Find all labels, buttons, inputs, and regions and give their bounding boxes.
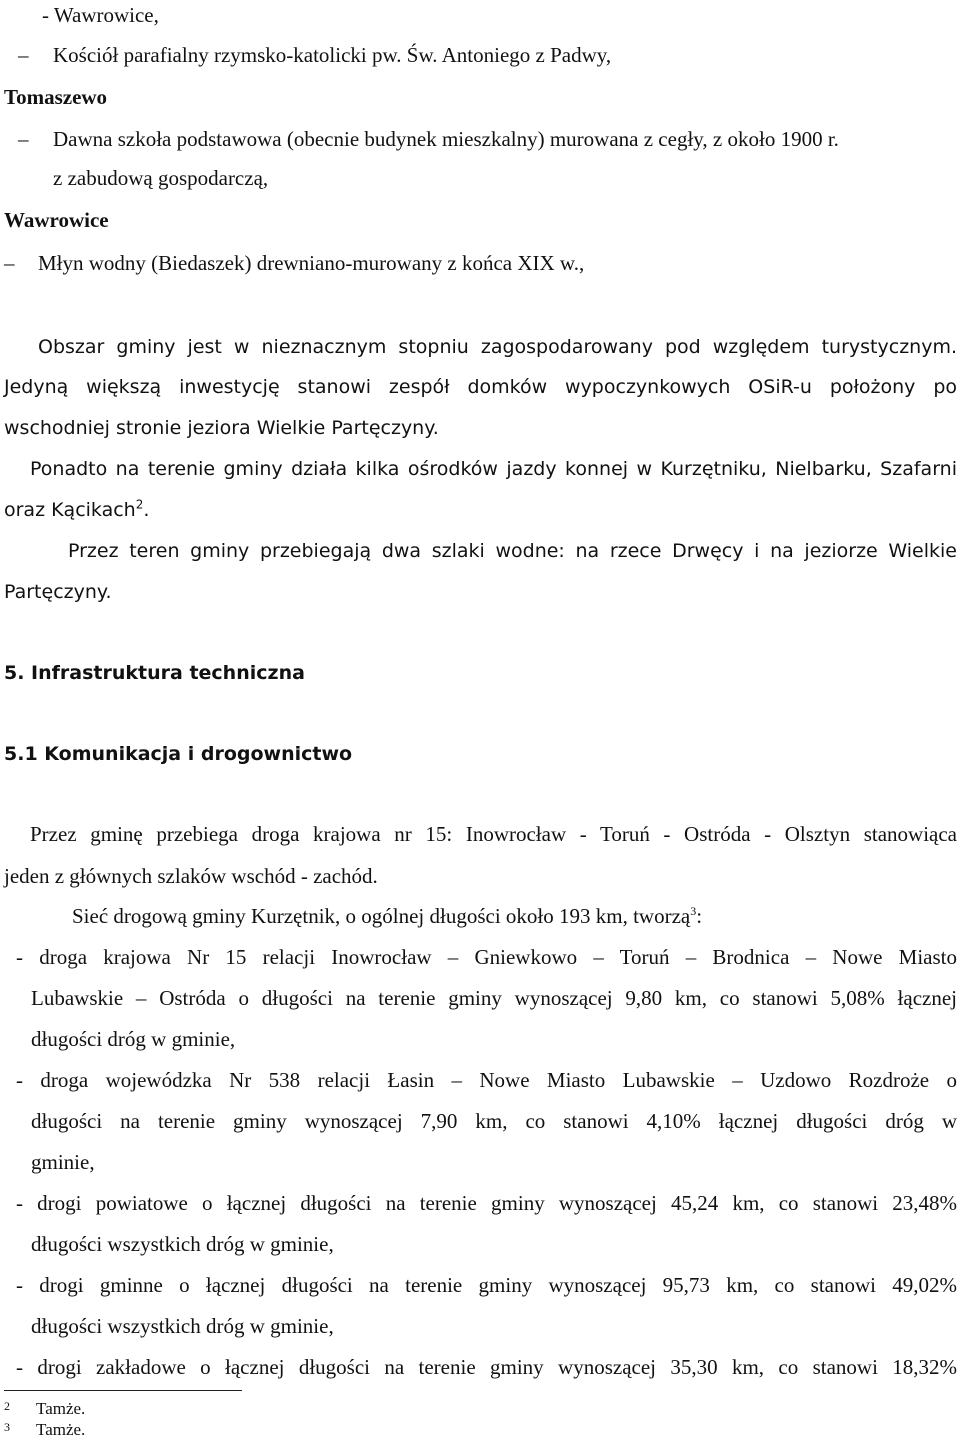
list-item-mill: Młyn wodny (Biedaszek) drewniano-murowany z końca XIX w., [38,251,585,275]
road-item-line: - drogi gminne o łącznej długości na terenie gminy wynoszącej 95,73 km, co stanowi 49,02% [16,1273,957,1297]
heading-wawrowice: Wawrowice [4,208,109,232]
footnote-separator [4,1390,242,1391]
dash-marker: – [18,43,29,67]
waterway-paragraph-line: Partęczyny. [4,581,112,603]
subsection-title: 5.1 Komunikacja i drogownictwo [4,743,353,765]
road-item-line: długości dróg w gminie, [31,1027,236,1051]
heading-tomaszewo: Tomaszewo [4,85,108,109]
roads-paragraph-line: jeden z głównych szlaków wschód - zachód. [4,864,378,888]
tourism-paragraph-line: Obszar gminy jest w nieznacznym stopniu zagospodarowany pod względem turystycznym. [38,336,957,358]
road-item-line: Lubawskie – Ostróda o długości na terenie gminy wynoszącej 9,80 km, co stanowi 5,08% łącznej [31,986,957,1010]
footnote [4,1399,85,1419]
list-item-church: Kościół parafialny rzymsko-katolicki pw. Św. Antoniego z Padwy, [53,43,612,67]
riding-paragraph-line: Ponadto na terenie gminy działa kilka ośrodków jazdy konnej w Kurzętniku, Nielbarku, Szafarni [30,458,957,480]
list-item-school-cont: z zabudową gospodarczą, [53,166,269,190]
road-item-line: - droga krajowa Nr 15 relacji Inowrocław – Gniewkowo – Toruń – Brodnica – Nowe Miasto [16,945,957,969]
riding-paragraph-line: oraz Kącikach$^2$. [4,497,150,521]
road-item-line: gminie, [31,1150,95,1174]
footnote-text: Tamże. [36,1399,86,1418]
road-item-line: - drogi zakładowe o łącznej długości na terenie gminy wynoszącej 35,30 km, co stanowi 18,32% [16,1355,957,1379]
road-item-line: długości wszystkich dróg w gminie, [31,1314,334,1338]
list-item-wawrowice: - Wawrowice, [42,3,159,27]
road-item-line: - droga wojewódzka Nr 538 relacji Łasin – Nowe Miasto Lubawskie – Uzdowo Rozdroże o [16,1068,957,1092]
footnote-text: Tamże. [36,1420,86,1439]
footnote-number: 3 [4,1420,10,1434]
road-item-line: - drogi powiatowe o łącznej długości na terenie gminy wynoszącej 45,24 km, co stanowi 23,48% [16,1191,957,1215]
footnote-ref: 3 [690,904,697,918]
section-title: 5. Infrastruktura techniczna [4,662,305,684]
footnote-number: 2 [4,1399,10,1413]
roads-paragraph-line: Przez gminę przebiega droga krajowa nr 15: Inowrocław - Toruń - Ostróda - Olsztyn stanowiąca [30,822,957,846]
tourism-paragraph-line: wschodniej stronie jeziora Wielkie Partęczyny. [4,417,439,439]
road-item-line: długości wszystkich dróg w gminie, [31,1232,334,1256]
tourism-paragraph-line: Jedyną większą inwestycję stanowi zespół domków wypoczynkowych OSiR-u położony po [4,376,957,398]
list-item-school: Dawna szkoła podstawowa (obecnie budynek mieszkalny) murowana z cegły, z około 1900 r. [53,127,839,151]
dash-marker: – [18,127,29,151]
footnote-ref: 2 [135,497,144,512]
waterway-paragraph-line: Przez teren gminy przebiegają dwa szlaki wodne: na rzece Drwęcy i na jeziorze Wielkie [68,540,957,562]
footnote [4,1420,85,1440]
dash-marker: – [4,251,15,275]
road-item-line: długości na terenie gminy wynoszącej 7,90 km, co stanowi 4,10% łącznej długości dróg w [31,1109,957,1133]
roads-network-line: Sieć drogową gminy Kurzętnik, o ogólnej długości około 193 km, tworzą$^3$: [72,904,703,928]
